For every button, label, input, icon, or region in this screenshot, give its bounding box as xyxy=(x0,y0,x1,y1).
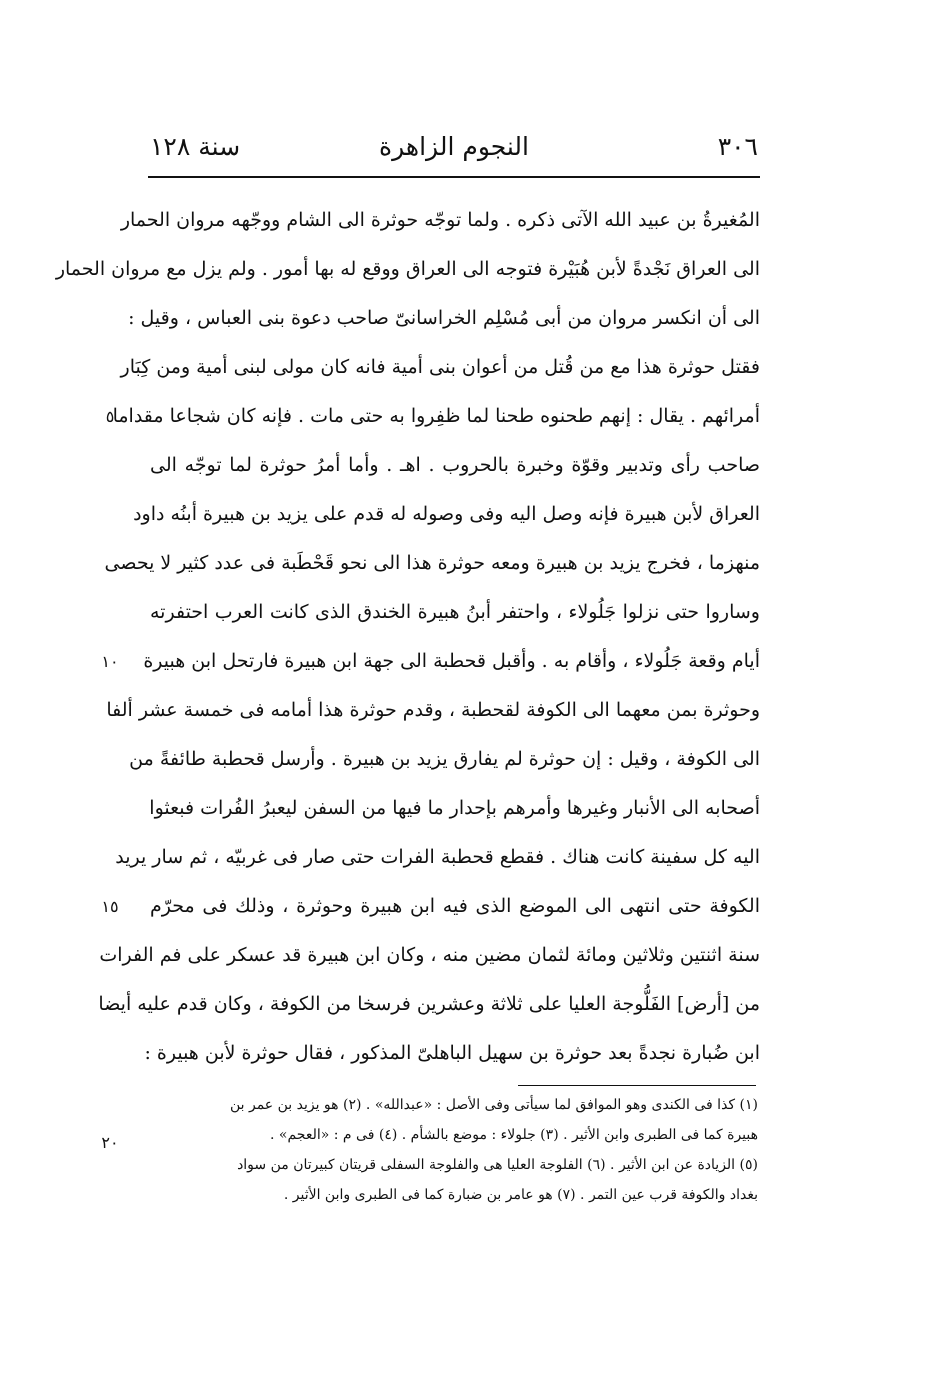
text-line: المُغيرةُ بن عبيد الله الآتى ذكره . ولما توجّه حوثرة الى الشام ووجّهه مروان الحمار xyxy=(120,209,760,231)
line-number-marker: ٢٠ xyxy=(101,1133,119,1152)
text-line: منهزما ، فخرج يزيد بن هبيرة ومعه حوثرة هذا الى نحو قَحْطَبة فى عدد كثير لا يحصى xyxy=(104,552,760,574)
text-line: فقتل حوثرة هذا مع من قُتل من أعوان بنى أمية فانه كان مولى لبنى أمية ومن كِبَار xyxy=(120,356,760,378)
year-heading: سنة ١٢٨ xyxy=(150,132,241,161)
line-number-marker: ١٥ xyxy=(101,897,119,916)
page-number: ٣٠٦ xyxy=(717,132,758,161)
footnote-rule xyxy=(518,1085,756,1086)
text-line: وساروا حتى نزلوا جَلُولاء ، واحتفر أبنُ هبيرة الخندق الذى كانت العرب احتفرته xyxy=(150,601,760,623)
text-line: سنة اثنتين وثلاثين ومائة لثمان مضين منه ، وكان ابن هبيرة قد عسكر على فم الفرات xyxy=(99,944,760,966)
text-line: اليه كل سفينة كانت هناك . فقطع قحطبة الفرات حتى صار فى غربيّه ، ثم سار يريد xyxy=(115,846,760,868)
text-line: العراق لأبن هبيرة فإنه وصل اليه وفى وصوله له قدم على يزيد بن هبيرة أبنُه داود xyxy=(133,503,760,525)
text-line: الى العراق نَجْدةً لأبن هُبَيْرة فتوجه الى العراق ووقع له بها أمور . ولم يزل مع مروان الحمار xyxy=(55,258,760,280)
footnote-line: بغداد والكوفة قرب عين التمر . (٧) هو عامر بن ضبارة كما فى الطبرى وابن الأثير . xyxy=(283,1187,758,1203)
running-title: النجوم الزاهرة xyxy=(379,132,529,161)
line-number-marker: ١٠ xyxy=(101,652,119,671)
text-line: ابن ضُبارة نجدةً بعد حوثرة بن سهيل الباهلىّ المذكور ، فقال حوثرة لأبن هبيرة : xyxy=(144,1042,760,1064)
text-line: الكوفة حتى انتهى الى الموضع الذى فيه ابن هبيرة وحوثرة ، وذلك فى محرّم xyxy=(150,895,760,917)
footnote-line: (٥) الزيادة عن ابن الأثير . (٦) الفلوجة العليا هى والفلوجة السفلى قريتان كبيرتان من سواد xyxy=(237,1157,758,1173)
footnote-line: (١) كذا فى الكندى وهو الموافق لما سيأتى وفى الأصل : «عبدالله» . (٢) هو يزيد بن عمر بن xyxy=(229,1097,758,1113)
text-line: الى أن انكسر مروان من أبى مُسْلِم الخراسانىّ صاحب دعوة بنى العباس ، وقيل : xyxy=(128,307,760,329)
line-number-marker: ٥ xyxy=(105,407,115,426)
footnotes xyxy=(150,1090,758,1210)
text-line: صاحب رأى وتدبير وقوّة وخبرة بالحروب . اهـ . وأما أمرُ حوثرة لما توجّه الى xyxy=(150,454,760,476)
text-line: من [أرض] الفَلُّوجة العليا على ثلاثة وعشرين فرسخا من الكوفة ، وكان قدم عليه أيضا xyxy=(98,993,760,1015)
text-line: وحوثرة بمن معهما الى الكوفة لقحطبة ، وقدم حوثرة هذا أمامه فى خمسة عشر ألفا xyxy=(106,699,760,721)
footnote-line: هبيرة كما فى الطبرى وابن الأثير . (٣) جلولاء : موضع بالشأم . (٤) فى م : «العجم» . xyxy=(270,1127,758,1143)
running-header xyxy=(148,132,760,176)
text-line: الى الكوفة ، وقيل : إن حوثرة لم يفارق يزيد بن هبيرة . وأرسل قحطبة طائفةً من xyxy=(129,748,760,770)
text-line: أيام وقعة جَلُولاء ، وأقام به . وأقبل قحطبة الى جهة ابن هبيرة فارتحل ابن هبيرة xyxy=(143,650,760,672)
header-rule xyxy=(148,176,760,178)
text-line: أصحابه الى الأنبار وغيرها وأمرهم بإحدار ما فيها من السفن ليعبرُ الفُرات فبعثوا xyxy=(149,797,760,819)
text-line: أمرائهم . يقال : إنهم طحنوه طحنا لما ظفِروا به حتى مات . فإنه كان شجاعا مقداما xyxy=(112,405,760,427)
